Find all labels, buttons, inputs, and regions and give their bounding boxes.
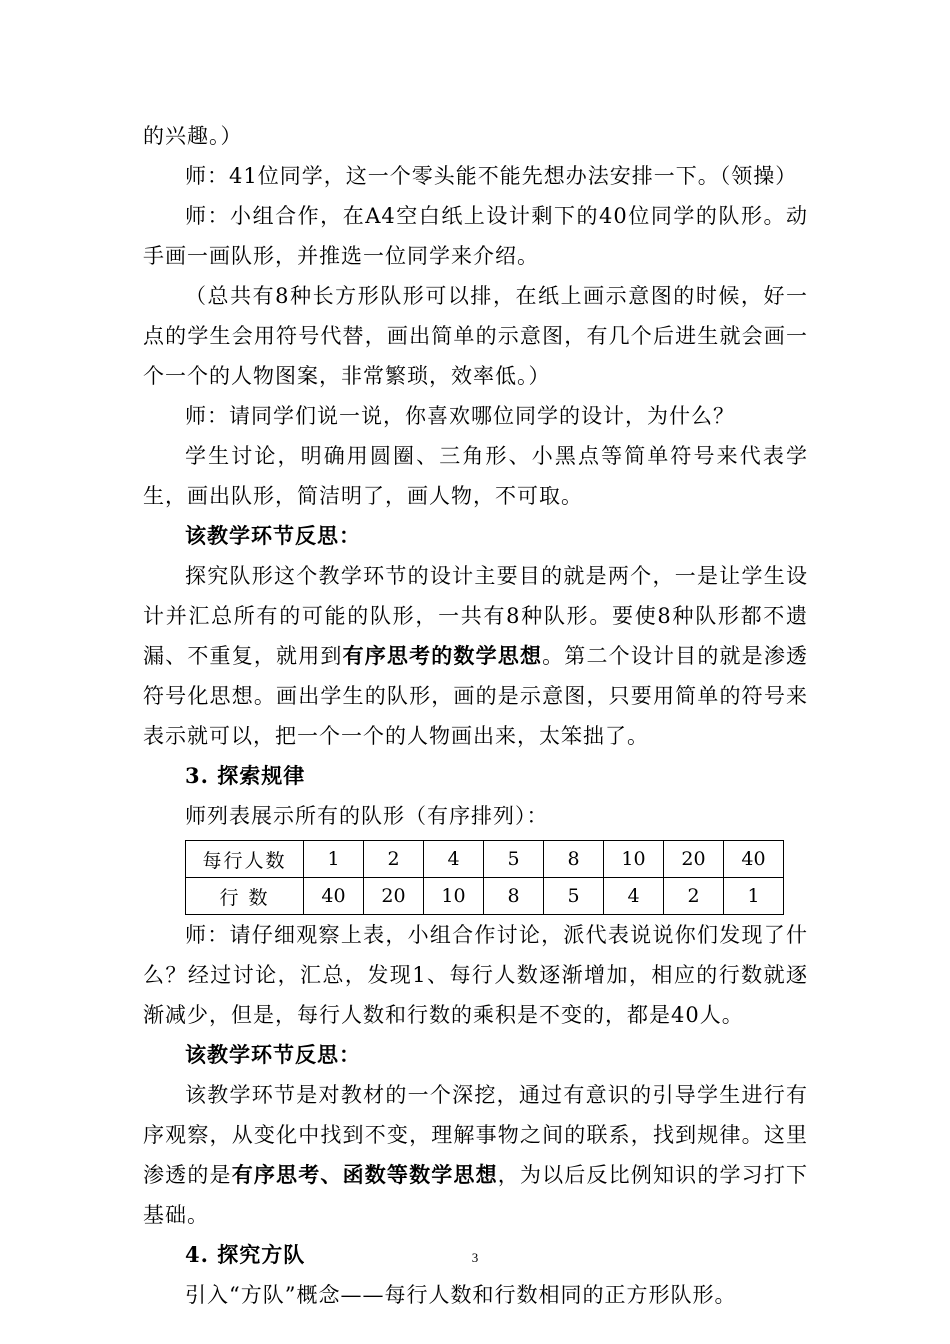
paragraph: 师：小组合作，在A4空白纸上设计剩下的40位同学的队形。动手画一画队形，并推选一位同学来介绍。 xyxy=(143,204,808,268)
table-cell: 4 xyxy=(604,878,664,915)
table-cell: 10 xyxy=(604,841,664,878)
paragraph: 师：41位同学，这一个零头能不能先想办法安排一下。（领操） xyxy=(185,164,798,188)
table-cell: 2 xyxy=(364,841,424,878)
paragraph xyxy=(143,556,808,756)
table-cell: 40 xyxy=(304,878,364,915)
section-heading: 该教学环节反思： xyxy=(185,523,361,548)
text-run: ，为以后反比例知识的学习打下基础。 xyxy=(143,1163,809,1227)
text-run: 该教学环节是对教材的一个深挖，通过有意识的引导学生进行有序观察，从变化中找到不变，理解事物之间的联系，找到规律。这里渗透的是 xyxy=(143,1083,808,1187)
paragraph: 的兴趣。） xyxy=(143,124,243,148)
paragraph xyxy=(143,1075,808,1235)
table-row-header: 行 数 xyxy=(186,878,304,915)
table-cell: 2 xyxy=(664,878,724,915)
table-row-header: 每行人数 xyxy=(186,841,304,878)
paragraph: 师：请仔细观察上表，小组合作讨论，派代表说说你们发现了什么？经过讨论，汇总，发现1、每行人数逐渐增加，相应的行数就逐渐减少，但是，每行人数和行数的乘积是不变的，都是40人。 xyxy=(143,923,808,1027)
table-cell: 40 xyxy=(724,841,784,878)
bold-text: 有序思考、函数等数学思想 xyxy=(231,1162,498,1187)
paragraph: 引入“方队”概念——每行人数和行数相同的正方形队形。 xyxy=(185,1283,737,1307)
paragraph: 师列表展示所有的队形（有序排列）： xyxy=(185,804,549,828)
table-cell: 5 xyxy=(484,841,544,878)
section-heading: 4. 探究方队 xyxy=(185,1242,306,1267)
paragraph: 学生讨论，明确用圆圈、三角形、小黑点等简单符号来代表学生，画出队形，简洁明了，画人物，不可取。 xyxy=(143,444,808,508)
table-cell: 1 xyxy=(304,841,364,878)
table-cell: 4 xyxy=(424,841,484,878)
table-cell: 20 xyxy=(664,841,724,878)
table-row xyxy=(186,841,784,878)
section-heading: 该教学环节反思： xyxy=(185,1042,361,1067)
paragraph: 师：请同学们说一说，你喜欢哪位同学的设计，为什么？ xyxy=(185,404,735,428)
paragraph: （总共有8种长方形队形可以排，在纸上画示意图的时候，好一点的学生会用符号代替，画出简单的示意图，有几个后进生就会画一个一个的人物图案，非常繁琐，效率低。） xyxy=(143,284,808,388)
page-number: 3 xyxy=(471,1250,479,1265)
table-cell: 8 xyxy=(544,841,604,878)
section-heading: 3. 探索规律 xyxy=(185,763,306,788)
table-cell: 5 xyxy=(544,878,604,915)
table-cell: 1 xyxy=(724,878,784,915)
text-run: 探究队形这个教学环节的设计主要目的就是两个，一是让学生设计并汇总所有的可能的队形，一共有8种队形。要使8种队形都不遗漏、不重复，就用到 xyxy=(143,564,808,668)
bold-text: 有序思考的数学思想 xyxy=(342,643,543,668)
table-cell: 10 xyxy=(424,878,484,915)
formation-table xyxy=(185,840,784,915)
text-run: 。第二个设计目的就是渗透符号化思想。画出学生的队形，画的是示意图，只要用简单的符号来表示就可以，把一个一个的人物画出来，太笨拙了。 xyxy=(143,644,809,748)
table-cell: 20 xyxy=(364,878,424,915)
table-cell: 8 xyxy=(484,878,544,915)
table-row xyxy=(186,878,784,915)
page-content xyxy=(143,116,808,1315)
